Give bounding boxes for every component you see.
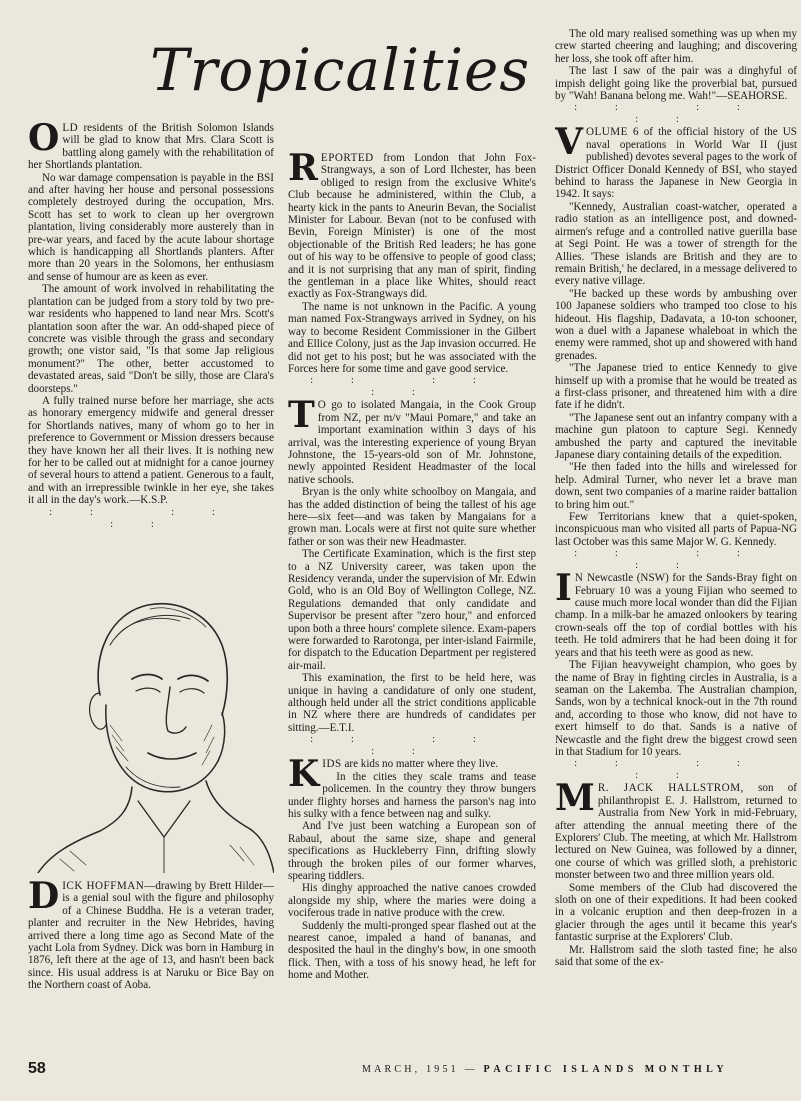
- publication-name: PACIFIC ISLANDS MONTHLY: [483, 1064, 729, 1075]
- paragraph: His dinghy approached the native canoes crowded alongside my ship, where the maries were doing a vociferous trade in native produce with the crew.: [288, 882, 536, 920]
- paragraph: And I've just been watching a European son of Rabaul, about the same size, shape and general specifications as Huckleberry Finn, drifting slowly through the broken piles of our former wharves, spearing tiddlers.: [288, 820, 536, 882]
- section-separator: :: :: ::: [310, 734, 514, 758]
- article-strangways: [288, 152, 536, 399]
- paragraph: The Certificate Examination, which is the first step to a NZ University career, was taken upon the Residency veranda, under the supervision of Mr. Edwin Gold, who is an Old Boy of Wellington College, NZ. Regulations demanded that only candidate and Supervisor be present after "zero hour," and enforced upon both a three hours' complete silence. Exam-papers were forwarded to Rarotonga, per inter-island Fairmile, for dispatch to the Education Department per registered air-mail.: [288, 548, 536, 672]
- paragraph: are kids no matter where they live.: [344, 758, 499, 771]
- dropcap: T: [288, 394, 315, 437]
- footer-dash: —: [464, 1064, 478, 1075]
- dropcap: V: [555, 121, 583, 164]
- paragraph: —drawing by Brett Hilder—is a genial soul with the figure and philosophy of a Chinese Buddha. He is a veteran trader, planter and recruiter in the New Hebrides, having arrived there a long time ago as Second Mate of the yacht Lola from Sydney. Dick was born in Hamburg in 1876, left there at the age of 13, and hasn't been back since. His usual address is at Naruku or Bice Bay on the Northern coast of Aoba.: [28, 880, 274, 992]
- paragraph: Newcastle (NSW) for the Sands-Bray fight on February 10 was a young Fijian who seemed to cause much more local wonder than did the Fijian champ. In a milk-bar he amazed onlookers by tearing crown-seals off the top of cordial bottles with his teeth. He told admirers that he had been doing it for years and that his teeth were as good as new.: [555, 572, 797, 659]
- dropcap: M: [555, 777, 595, 820]
- lead-words: R. JACK HALLSTROM,: [597, 782, 744, 795]
- lead-words: N: [574, 572, 584, 585]
- paragraph: son of philanthropist E. J. Hallstrom, returned to Australia from New York in mid-February, after attending the annual meeting there of the Explorers' Club. The meeting, at which Mr. Hallstrom lectured on New Guinea, was followed by a dinner, one course of which was grilled sloth, a prehistoric monster between two and three million years old.: [555, 782, 797, 882]
- page-title: Tropicalities: [150, 36, 531, 104]
- footer-line: [362, 1064, 796, 1078]
- paragraph: In the cities they scale trams and tease policemen. In the country they throw bungers under flighty horses and harness the parson's nag into his sulky with a fence between nag and sulky.: [288, 770, 536, 820]
- dropcap: O: [28, 122, 60, 159]
- column-3: [555, 28, 797, 1050]
- paragraph: Suddenly the multi-pronged spear flashed out at the nearest canoe, impaled a hand of bananas, and desposited the haul in the dinghy's bow, in one smooth flick. Then, with a toss of his snowy head, he left for home and Mother.: [288, 919, 536, 982]
- section-separator: :: :: ::: [574, 548, 778, 572]
- lead-words: IDS: [322, 758, 342, 771]
- paragraph: The amount of work involved in rehabilitating the plantation can be judged from a story told by two pre-war residents who happened to land near Mrs. Scott's plantation soon after the war. An odd-shaped piece of concrete was visible through the grass and secondary growth; one vistor said, "Is that some Jap religious monument?" The other, better accustomed to devastated areas, said "Don't be silly, those are Clara's doorsteps.": [28, 283, 274, 395]
- dropcap: K: [288, 753, 320, 796]
- paragraph: "The Japanese sent out an infantry company with a machine gun platoon to capture Segi. Kennedy ambushed the party and captured the inevitable Japanese diary containing details of the expedition.: [555, 411, 797, 461]
- paragraph: residents of the British Solomon Islands will be glad to know that Mrs. Clara Scott is battling along gamely with the rehabilitation of her Shortlands plantation.: [28, 122, 274, 172]
- page-footer: [0, 1058, 801, 1086]
- dropcap: D: [28, 880, 60, 917]
- dropcap: I: [555, 567, 572, 610]
- article-kids-continued: [555, 28, 797, 126]
- lead-words: OLUME: [585, 126, 628, 139]
- paragraph: go to isolated Mangaia, in the Cook Group from NZ, per m/v "Maui Pomare," and take an important examination within 3 days of his arrival, was the interesting experience of young Bryan Johnstone, the 15-years-old son of Mr. Johnstone, newly appointed Resident Headmaster of the local native schools.: [288, 399, 536, 486]
- article-kids: [288, 753, 536, 982]
- paragraph: Mr. Hallstrom said the sloth tasted fine; he also said that some of the ex-: [555, 943, 797, 969]
- portrait-sketch: [30, 575, 274, 873]
- lead-words: EPORTED: [320, 152, 374, 164]
- paragraph: The last I saw of the pair was a dinghyful of impish delight going like the proverbial bat, pursued by "Wah! Banana belong me. Wah!"—SEAHORSE.: [555, 65, 797, 103]
- article-mangaia: [288, 394, 536, 758]
- paragraph: "He backed up these words by ambushing over 100 Japanese soldiers who tramped too close to his hideout. His flagship, Dadavata, a 10-ton schooner, won a duel with a Japanese whaleboat in which the enemy were rammed, shot up and showered with hand grenades.: [555, 287, 797, 362]
- lead-words: LD: [62, 122, 79, 134]
- paragraph: from London that John Fox-Strangways, a son of Lord Ilchester, has been obliged to resign from the exclusive White's Club because he administered, within the Club, a hearty kick in the pants to Aneurin Bevan, the Socialist Minister for Labour. Bevan (not to be confused with Bevin, Foreign Minister) is one of the most objectionable of the British Red leaders; he has gone out of his way to be offensive to people of good class; and it is not surprising that any man of spirit, finding the gentleman in a place like Whites, should react exactly as Fox-Strangways did.: [288, 152, 536, 301]
- paragraph: The name is not unknown in the Pacific. A young man named Fox-Strangways arrived in Sydney, on his way to become Resident Commissioner in the Gilbert and Ellice Colony, just as the Jap invasion occurred. He did not get to his post; but he was associated with the Forces here for some time and gave good service.: [288, 300, 536, 375]
- section-separator: :: :: ::: [574, 102, 778, 126]
- paragraph: Few Territorians knew that a quiet-spoken, inconspicuous man who visited all parts of Papua-NG last October was this same Major W. G. Kennedy.: [555, 511, 797, 548]
- paragraph: "He then faded into the hills and wirelessed for help. Admiral Turner, who never let a brave man down, sent two companies of a marine raider battalion to bring him out.": [555, 461, 797, 511]
- paragraph: No war damage compensation is payable in the BSI and after having her house and personal possessions completely destroyed during the occupation, Mrs. Scott has set to work to clean up her overgrown plantation, living considerably more austerely than in pre-war years, and faced by the acute labour shortage which is handicapping all Shortlands planters. After more than 20 years in the Solomons, her enthusiasm and sense of humour are as keen as ever.: [28, 171, 274, 283]
- article-hallstrom: [555, 777, 797, 969]
- article-kennedy: [555, 121, 797, 572]
- paragraph: The old mary realised something was up when my crew started cheering and laughing; and discovering her loss, she took off after him.: [555, 28, 797, 65]
- paragraph: This examination, the first to be held here, was unique in having a candidature of only one student, although held under all the strict conditions applicable in NZ where there are hundreds of candidates per sitting.—E.T.I.: [288, 672, 536, 734]
- paragraph: 6 of the official history of the US naval operations in World War II (just published) devotes several pages to the work of District Officer Donald Kennedy of BSI, who stayed behind to harass the Japanese in New Georgia in 1942. It says:: [555, 126, 797, 201]
- paragraph: A fully trained nurse before her marriage, she acts as honorary emergency midwife and general dresser for Shortlands natives, many of whom go to her in preference to Government or Mission dressers because they have known her all their lives. It is nothing new for her to be called out at midnight for a canoe journey of several hours to attend a patient. Generous to a fault, and with an irrepressible twinkle in her eye, she takes it all in the day's work.—K.S.P.: [28, 394, 274, 507]
- paragraph: Bryan is the only white schoolboy on Mangaia, and has the added distinction of being the tallest of his age here—six feet—and was taken by Mangaians for a grown man. Locals were at first not quite sure whether father or son was their new Headmaster.: [288, 486, 536, 548]
- column-2: [288, 152, 536, 1050]
- lead-words: O: [317, 399, 327, 412]
- paragraph: The Fijian heavyweight champion, who goes by the name of Bray in fighting circles in Australia, is a seaman on the Lakemba. The Australian champion, Sands, won by a technical knock-out in the 7th round and, according to those who know, did not have to exert himself to do that. Sands is a native of Newcastle and the fight drew the biggest crowd seen in that Stadium for 10 years.: [555, 659, 797, 758]
- dropcap: R: [288, 152, 318, 189]
- paragraph: "Kennedy, Australian coast-watcher, operated a radio station as an intelligence post, and downed-airmen's refuge and a controlled native guerilla base at Segi Point. He was a tower of strength for the Allies. 'These islands are British and they are to remain British,' he declared, in a message delivered to every native village.: [555, 200, 797, 288]
- lead-words: ICK HOFFMAN: [62, 880, 145, 892]
- paragraph: "The Japanese tried to entice Kennedy to give himself up with a promise that he would be treated as a first-class prisoner, and threatened him with a dire fate if he didn't.: [555, 362, 797, 412]
- article-bray: [555, 567, 797, 782]
- article-scott: [28, 122, 274, 531]
- section-separator: :: :: ::: [310, 375, 514, 399]
- issue-date: MARCH, 1951: [362, 1064, 459, 1075]
- portrait-caption: [28, 880, 274, 1050]
- page-number: 58: [28, 1060, 46, 1077]
- section-separator: :: :: ::: [574, 758, 778, 782]
- column-1: [28, 122, 274, 567]
- paragraph: Some members of the Club had discovered the sloth on one of their expeditions. It had been cooked in a volcanic eruption and then deep-frozen in a glacier through the ages until it became this year's fantastic surprise at the Explorers' Club.: [555, 881, 797, 944]
- section-separator: :: :: ::: [49, 506, 253, 530]
